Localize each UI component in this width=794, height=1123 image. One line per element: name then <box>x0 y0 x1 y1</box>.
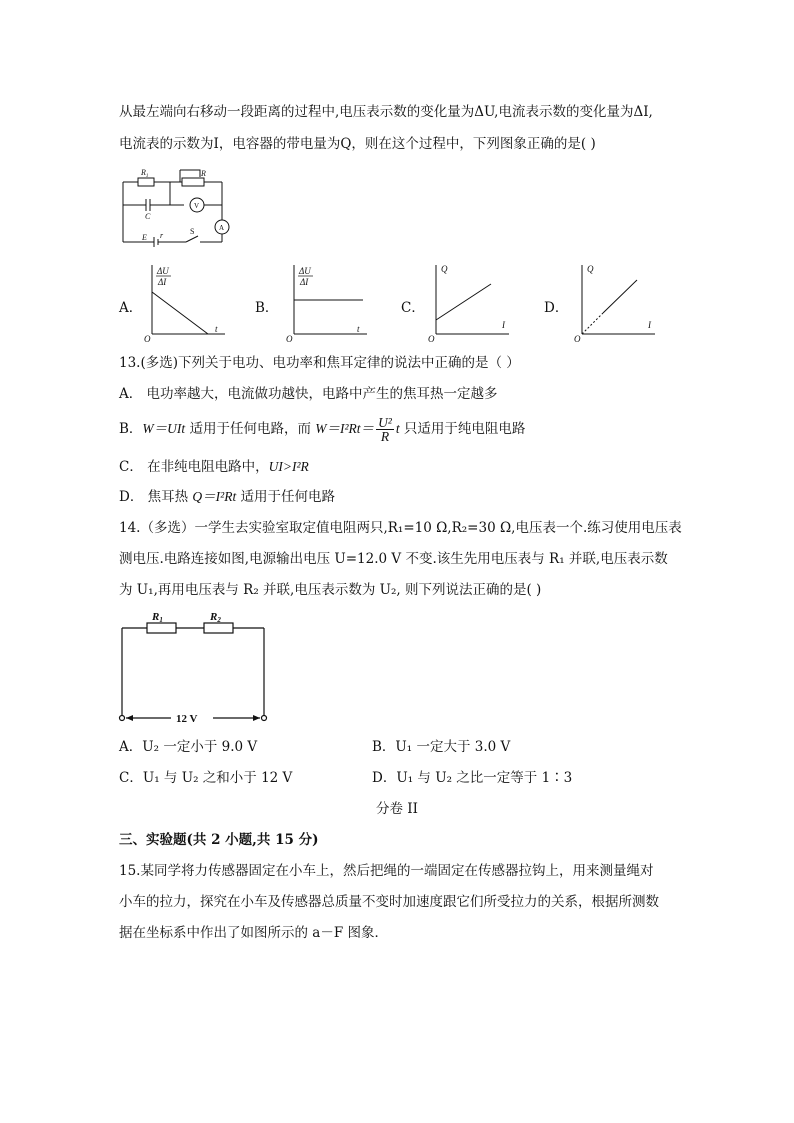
q14-line3: 为 U₁,再用电压表与 R₂ 并联,电压表示数为 U₂, 则下列说法正确的是( ) <box>119 582 542 598</box>
resistor-r2 <box>204 623 233 633</box>
q14-circuit-diagram <box>116 608 272 724</box>
svg-text:O: O <box>574 334 581 342</box>
rheostat-r <box>182 178 204 186</box>
q14-option-a: A．U₂ 一定小于 9.0 V <box>119 739 258 755</box>
svg-text:R: R <box>201 169 206 178</box>
q12-line2: 电流表的示数为I，电容器的带电量为Q，则在这个过程中，下列图象正确的是( ) <box>119 136 596 152</box>
svg-text:I: I <box>502 320 505 330</box>
svg-text:Q: Q <box>441 264 448 274</box>
svg-text:ΔI: ΔI <box>158 277 167 287</box>
svg-text:R1: R1 <box>152 611 163 624</box>
q14-option-c: C．U₁ 与 U₂ 之和小于 12 V <box>119 770 293 786</box>
q14-option-d: D．U₁ 与 U₂ 之比一定等于 1∶3 <box>372 770 573 786</box>
q12-option-b-label: B． <box>255 300 279 316</box>
svg-text:A: A <box>219 224 225 232</box>
svg-text:ΔI: ΔI <box>300 277 309 287</box>
svg-text:t: t <box>215 324 218 334</box>
svg-text:t: t <box>357 324 360 334</box>
svg-text:C: C <box>145 212 151 221</box>
q12-option-d-label: D． <box>544 300 569 316</box>
q13-stem: 13.(多选)下列关于电功、电功率和焦耳定律的说法中正确的是（ ） <box>119 355 520 371</box>
volume-label: 分卷 II <box>376 801 418 817</box>
q13-option-b: B．W＝UIt 适用于任何电路，而 W＝I²Rt＝ $\frac{\text{U²}}{R}$ t 只适用于纯电阻电路 <box>119 415 526 444</box>
svg-text:E: E <box>142 233 147 242</box>
svg-text:ΔU: ΔU <box>299 266 311 276</box>
svg-text:R2: R2 <box>210 611 221 624</box>
q12-option-c-label: C． <box>401 300 425 316</box>
section-heading: 三、实验题(共 2 小题,共 15 分) <box>119 832 319 848</box>
resistor-r1 <box>147 623 176 633</box>
q15-line3: 据在坐标系中作出了如图所示的 a－F 图象． <box>119 925 388 941</box>
svg-text:I: I <box>648 320 651 330</box>
q12-circuit-diagram <box>118 166 238 248</box>
q14-line2: 测电压.电路连接如图,电源输出电压 U=12.0 V 不变.该生先用电压表与 R₁ 并联,电压表示数 <box>119 551 668 567</box>
q12-option-b-graph <box>285 262 375 342</box>
q13-option-a: A． 电功率越大，电流做功越快，电路中产生的焦耳热一定越多 <box>119 386 498 402</box>
svg-text:Q: Q <box>587 264 594 274</box>
q13-option-c: C． 在非纯电阻电路中，UI>I²R <box>119 459 309 475</box>
q15-line1: 15.某同学将力传感器固定在小车上，然后把绳的一端固定在传感器拉钩上，用来测量绳对 <box>119 863 654 879</box>
svg-text:ΔU: ΔU <box>157 266 169 276</box>
q13-option-d: D． 焦耳热 Q＝I²Rt 适用于任何电路 <box>119 489 335 505</box>
q12-line1: 从最左端向右移动一段距离的过程中,电压表示数的变化量为ΔU,电流表示数的变化量为ΔI, <box>119 104 653 120</box>
q14-option-b: B．U₁ 一定大于 3.0 V <box>372 739 511 755</box>
svg-text:O: O <box>286 334 293 342</box>
q12-option-d-graph <box>573 262 663 342</box>
svg-text:O: O <box>428 334 435 342</box>
q15-line2: 小车的拉力，探究在小车及传感器总质量不变时加速度跟它们所受拉力的关系，根据所测数 <box>119 894 659 910</box>
resistor-r1 <box>138 178 154 186</box>
svg-text:12 V: 12 V <box>176 713 198 724</box>
svg-text:O: O <box>144 334 151 342</box>
svg-text:V: V <box>194 202 200 210</box>
svg-text:S: S <box>190 227 195 236</box>
q12-option-a-label: A． <box>119 300 143 316</box>
q12-option-a-graph <box>143 262 233 342</box>
svg-text:r: r <box>160 231 164 240</box>
svg-text:R1: $R_1$ <box>141 168 149 179</box>
q12-option-c-graph <box>427 262 517 342</box>
q14-line1: 14.（多选）一学生去实验室取定值电阻两只,R₁=10 Ω,R₂=30 Ω,电压表一个.练习使用电压表 <box>119 520 682 536</box>
